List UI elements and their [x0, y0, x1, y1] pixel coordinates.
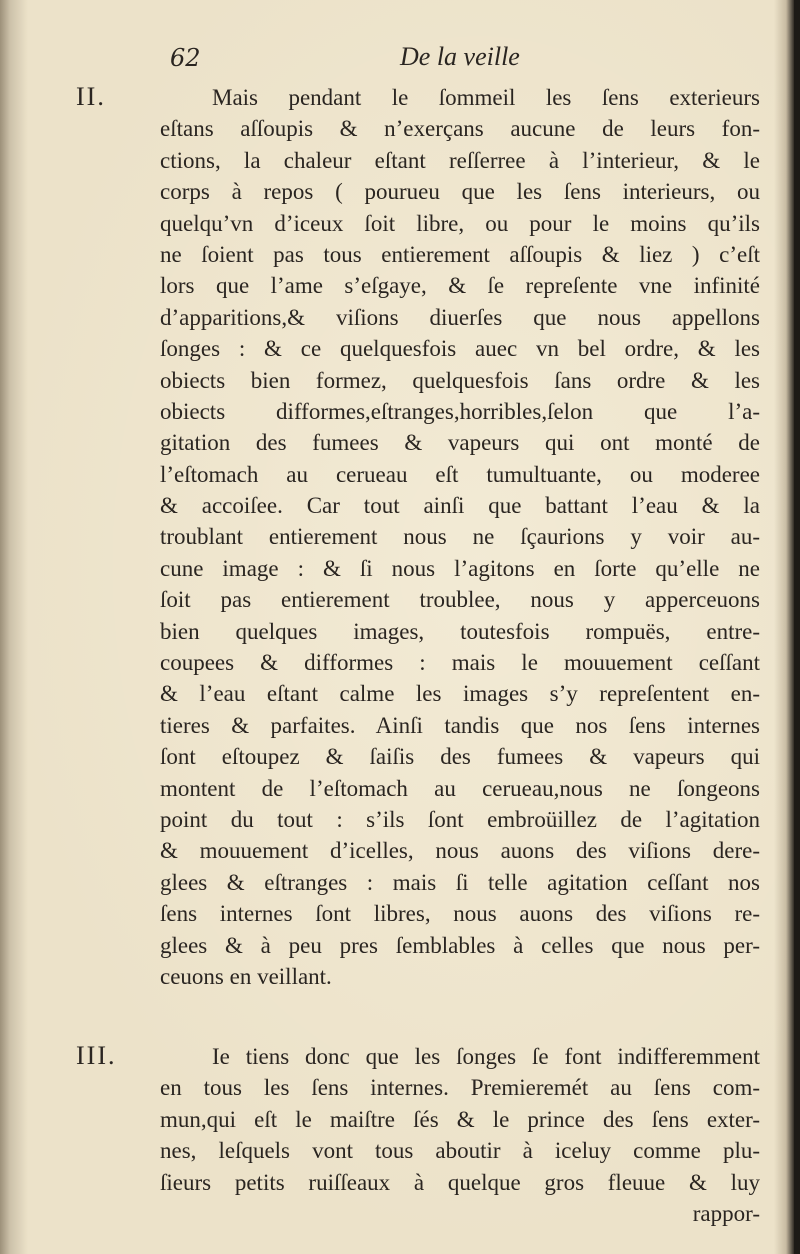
text-line: bien quelques images, toutesfois rompuës, entre- [160, 618, 760, 644]
text-line: ne ſoient pas tous entierement aſſoupis & liez ) c’eſt [160, 241, 760, 267]
text-line: eſtans aſſoupis & n’exerçans aucune de leurs fon- [160, 116, 760, 142]
text-line: d’apparitions,& viſions diuerſes que nous appellons [160, 304, 760, 330]
text-line: corps à repos ( pourueu que les ſens interieurs, ou [160, 179, 760, 205]
text-line: mun,qui eſt le maiſtre ſés & le prince des ſens exter- [160, 1106, 760, 1132]
paragraph-section-3 [160, 1041, 760, 1229]
text-line: Ie tiens donc que les ſonges ſe font indifferemment [212, 1044, 760, 1069]
text-line: en tous les ſens internes. Premieremét au ſens com- [160, 1075, 760, 1101]
text-line: & l’eau eſtant calme les images s’y repreſentent en- [160, 681, 760, 707]
text-line: montent de l’eſtomach au cerueau,nous ne ſongeons [160, 775, 760, 801]
section-number: III. [76, 1041, 117, 1070]
text-line: obiects bien formez, quelquesfois ſans ordre & les [160, 367, 760, 393]
text-line: ſont eſtoupez & ſaiſis des fumees & vapeurs qui [160, 744, 760, 770]
text-line: ctions, la chaleur eſtant reſſerree à l’interieur, & le [160, 147, 760, 173]
page-number: 62 [170, 44, 201, 72]
text-line: tieres & parfaites. Ainſi tandis que nos ſens internes [160, 712, 760, 738]
catchword: rappor- [692, 1200, 760, 1226]
text-line: quelqu’vn d’iceux ſoit libre, ou pour le moins qu’ils [160, 210, 760, 236]
text-line: ceuons en veillant. [160, 963, 332, 989]
text-line: l’eſtomach au cerueau eſt tumultuante, ou moderee [160, 461, 760, 487]
page-edge [794, 0, 800, 1254]
text-line: & mouuement d’icelles, nous auons des viſions dere- [160, 838, 760, 864]
text-line: lors que l’ame s’eſgaye, & ſe repreſente vne infinité [160, 273, 760, 299]
text-line: ſens internes ſont libres, nous auons des viſions re- [160, 901, 760, 927]
section-number: II. [76, 82, 106, 111]
text-line: gitation des fumees & vapeurs qui ont monté de [160, 430, 760, 456]
text-line: troublant entierement nous ne ſçaurions y voir au- [160, 524, 760, 550]
page-header [0, 40, 800, 84]
text-line: point du tout : s’ils ſont embroüillez de l’agitation [160, 806, 760, 832]
text-line: coupees & difformes : mais le mouuement ceſſant [160, 650, 760, 676]
text-line: nes, leſquels vont tous aboutir à iceluy comme plu- [160, 1138, 760, 1164]
running-title: De la veille [400, 42, 520, 71]
text-line: ſonges : & ce quelquesfois auec vn bel ordre, & les [160, 336, 760, 362]
text-line: obiects difformes,eſtranges,horribles,ſelon que l’a- [160, 398, 760, 424]
text-line: ſieurs petits ruiſſeaux à quelque gros fleuue & luy [160, 1169, 760, 1195]
text-line: glees & à peu pres ſemblables à celles que nous per- [160, 932, 760, 958]
text-line: ſoit pas entierement troublee, nous y apperceuons [160, 587, 760, 613]
text-line: Mais pendant le ſommeil les ſens exterieurs [212, 85, 760, 110]
paragraph-section-2 [160, 82, 760, 992]
text-line: glees & eſtranges : mais ſi telle agitation ceſſant nos [160, 869, 760, 895]
text-line: cune image : & ſi nous l’agitons en ſorte qu’elle ne [160, 555, 760, 581]
text-line: & accoiſee. Car tout ainſi que battant l’eau & la [160, 493, 760, 519]
